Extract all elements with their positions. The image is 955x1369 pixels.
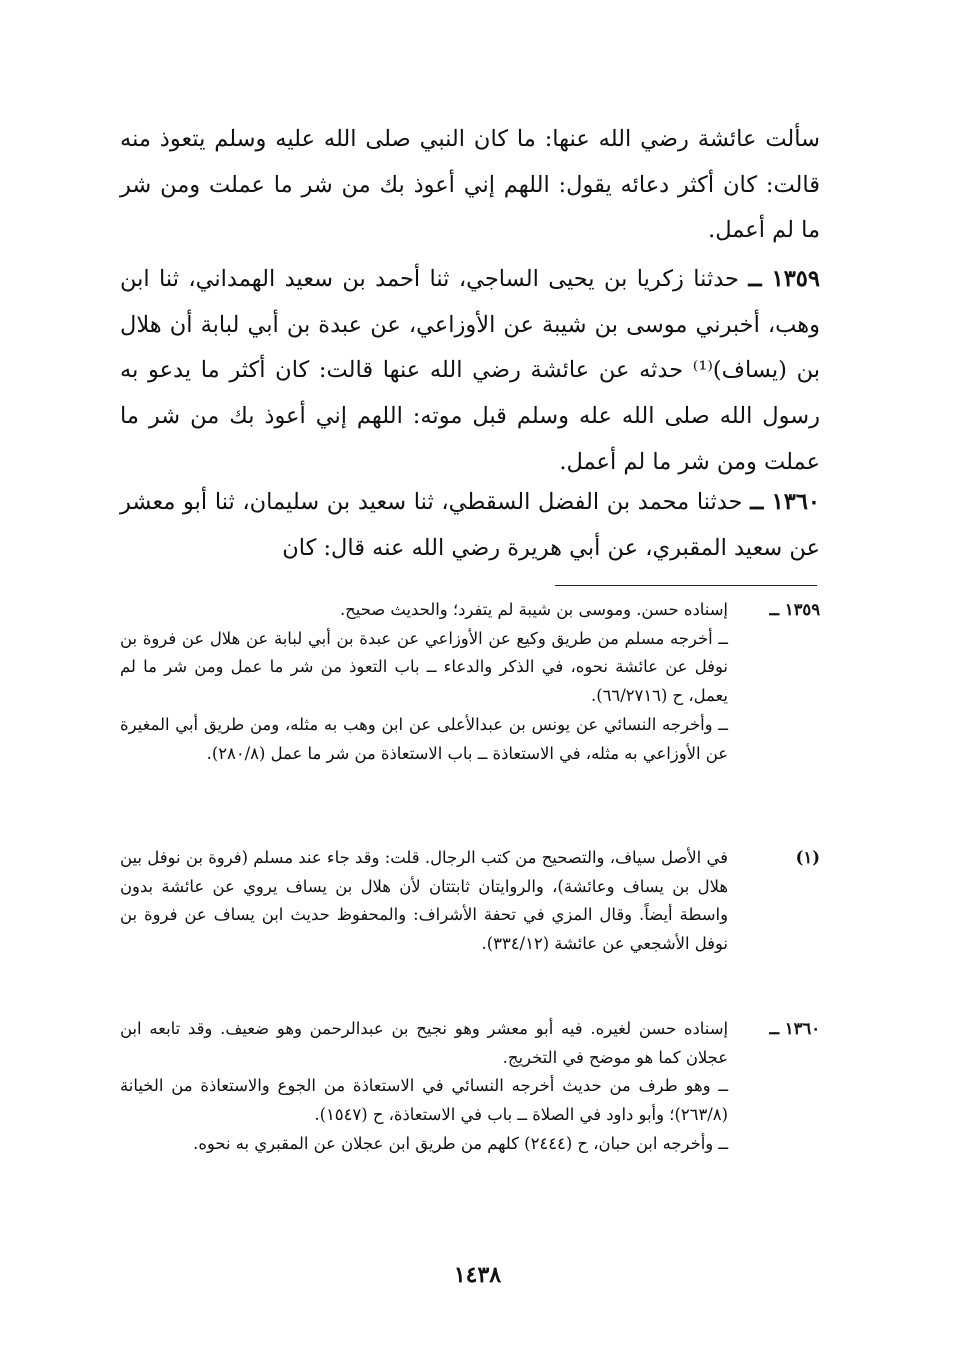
footnote-text: ــ وأخرجه النسائي عن يونس بن عبدالأعلى عن ابن وهب به مثله، ومن طريق أبي المغيرة عن الأوزاعي به مثله، في الاستعاذة ــ باب الاستعاذة من شر ما عمل (٢٨٠/٨). (120, 714, 728, 763)
hadith-number: ١٣٥٩ ــ (748, 266, 820, 292)
footnote-number: ١٣٦٠ ــ (769, 1019, 820, 1038)
paragraph-text: سألت عائشة رضي الله عنها: ما كان النبي صلى الله عليه وسلم يتعوذ منه قالت: كان أكثر دعائه يقول: اللهم إني أعوذ بك من شر ما عملت ومن شر ما لم أعمل. (120, 126, 820, 244)
footnote-1360 (120, 1015, 820, 1159)
footnote-text: ــ أخرجه مسلم من طريق وكيع عن الأوزاعي عن عبدة بن أبي لبابة عن هلال عن فروة بن نوفل عن عائشة نحوه، في الذكر والدعاء ــ باب التعوذ من شر ما عمل ومن شر ما لم يعمل، ح (٦٦/٢٧١٦). (120, 628, 728, 706)
footnote-text: إسناده حسن لغيره. فيه أبو معشر وهو نجيح بن عبدالرحمن وهو ضعيف. وقد تابعه ابن عجلان كما هو موضح في التخريج. (120, 1019, 728, 1067)
hadith-1360 (120, 480, 820, 571)
footnote-1 (120, 844, 820, 959)
footnote-text: ــ وأخرجه ابن حبان، ح (٢٤٤٤) كلهم من طريق ابن عجلان عن المقبري به نحوه. (193, 1133, 728, 1153)
hadith-text: حدثنا زكريا بن يحيى الساجي، ثنا أحمد بن سعيد الهمداني، ثنا ابن وهب، أخبرني موسى بن شيبة عن الأوزاعي، عن عبدة بن أبي لبابة أن هلال بن (يساف)⁽¹⁾ حدثه عن عائشة رضي الله عنها قالت: كان أكثر ما يدعو به رسول الله صلى الله عله وسلم قبل موته: اللهم إني أعوذ بك من شر ما عملت ومن شر ما لم أعمل. (120, 266, 820, 475)
paragraph-continuation (120, 117, 820, 254)
page-number: ١٤٣٨ (453, 1262, 502, 1288)
footnote-1359 (120, 596, 820, 768)
footnote-text: في الأصل سياف، والتصحيح من كتب الرجال. قلت: وقد جاء عند مسلم (فروة بن نوفل بين هلال بن يساف وعائشة)، والروايتان ثابتتان لأن هلال بن يساف يروي عن عائشة بدون واسطة أيضاً. وقال المزي في تحفة الأشراف: والمحفوظ حديث ابن يساف عن فروة بن نوفل الأشجعي عن عائشة (٣٣٤/١٢). (120, 848, 728, 954)
footnote-number: ١٣٥٩ ــ (769, 600, 820, 619)
footnote-number: (١) (795, 848, 820, 867)
hadith-number: ١٣٦٠ ــ (750, 489, 820, 515)
footnote-text: ــ وهو طرف من حديث أخرجه النسائي في الاستعاذة من الجوع والاستعاذة من الخيانة (٢٦٣/٨)؛ وأبو داود في الصلاة ــ باب في الاستعاذة، ح (١٥٤٧). (120, 1076, 728, 1125)
hadith-1359 (120, 257, 820, 486)
hadith-text: حدثنا محمد بن الفضل السقطي، ثنا سعيد بن سليمان، ثنا أبو معشر عن سعيد المقبري، عن أبي هريرة رضي الله عنه قال: كان (120, 489, 820, 561)
footnote-divider (555, 585, 817, 586)
footnote-text: إسناده حسن. وموسى بن شيبة لم يتفرد؛ والحديث صحيح. (339, 600, 728, 619)
